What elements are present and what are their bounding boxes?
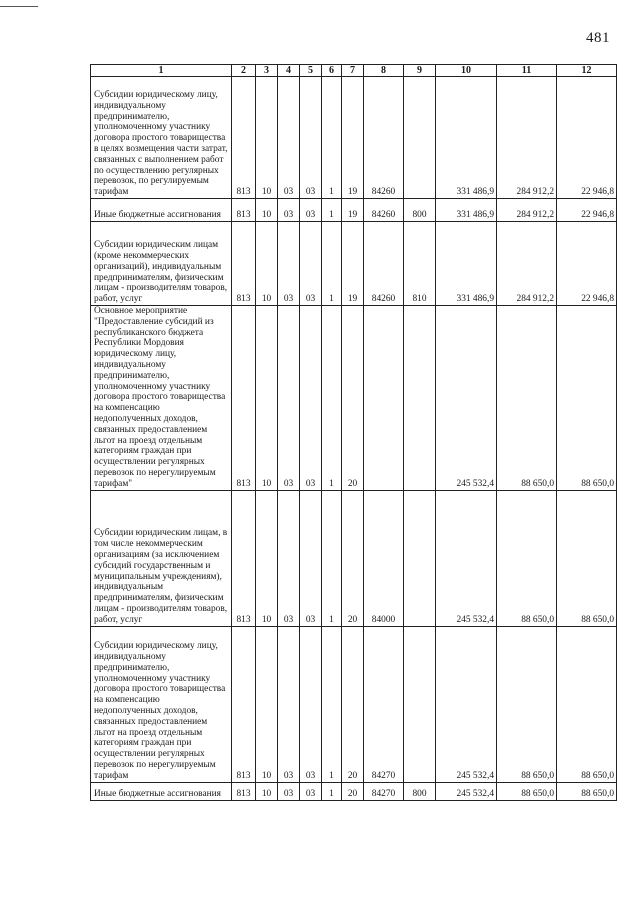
cell-col-4: 03 <box>278 306 300 491</box>
cell-col-5: 03 <box>300 782 322 800</box>
table-row <box>91 199 617 222</box>
scan-edge-mark <box>0 6 38 7</box>
cell-col-7: 20 <box>342 626 364 782</box>
budget-table <box>90 64 617 801</box>
cell-col-8: 84270 <box>364 782 404 800</box>
cell-col-12: 22 946,8 <box>557 222 617 306</box>
header-cell: 8 <box>364 65 404 77</box>
table-row <box>91 77 617 199</box>
header-cell: 1 <box>91 65 232 77</box>
cell-col-9: 800 <box>404 782 436 800</box>
cell-col-12: 88 650,0 <box>557 782 617 800</box>
cell-col-6: 1 <box>322 626 342 782</box>
cell-col-9: 800 <box>404 199 436 222</box>
cell-col-3: 10 <box>256 306 278 491</box>
cell-col-7: 20 <box>342 782 364 800</box>
cell-col-8: 84000 <box>364 490 404 626</box>
cell-col-10: 245 532,4 <box>436 626 497 782</box>
cell-col-4: 03 <box>278 222 300 306</box>
cell-col-12: 88 650,0 <box>557 306 617 491</box>
cell-col-6: 1 <box>322 222 342 306</box>
table-row <box>91 306 617 491</box>
cell-col-2: 813 <box>232 626 256 782</box>
row-name-cell: Субсидии юридическому лицу, индивидуальному предпринимателю, уполномоченному участнику договора простого товарищества в целях возмещения части затрат, связанных с выполнением работ по осуществлению регулярных перевозок, по регулируемым тарифам <box>91 77 232 199</box>
header-cell: 10 <box>436 65 497 77</box>
header-cell: 12 <box>557 65 617 77</box>
cell-col-9 <box>404 626 436 782</box>
cell-col-3: 10 <box>256 222 278 306</box>
cell-col-8: 84270 <box>364 626 404 782</box>
cell-col-3: 10 <box>256 782 278 800</box>
cell-col-2: 813 <box>232 222 256 306</box>
cell-col-9: 810 <box>404 222 436 306</box>
cell-col-6: 1 <box>322 306 342 491</box>
cell-col-8: 84260 <box>364 199 404 222</box>
cell-col-10: 245 532,4 <box>436 306 497 491</box>
header-cell: 6 <box>322 65 342 77</box>
cell-col-6: 1 <box>322 77 342 199</box>
header-cell: 9 <box>404 65 436 77</box>
cell-col-8: 84260 <box>364 77 404 199</box>
cell-col-10: 331 486,9 <box>436 77 497 199</box>
cell-col-7: 20 <box>342 490 364 626</box>
header-cell: 3 <box>256 65 278 77</box>
header-cell: 7 <box>342 65 364 77</box>
cell-col-3: 10 <box>256 490 278 626</box>
cell-col-12: 22 946,8 <box>557 77 617 199</box>
cell-col-3: 10 <box>256 199 278 222</box>
cell-col-3: 10 <box>256 77 278 199</box>
cell-col-2: 813 <box>232 77 256 199</box>
cell-col-11: 284 912,2 <box>497 222 557 306</box>
cell-col-11: 284 912,2 <box>497 199 557 222</box>
cell-col-11: 88 650,0 <box>497 782 557 800</box>
page-number: 481 <box>586 30 610 46</box>
cell-col-5: 03 <box>300 77 322 199</box>
cell-col-10: 245 532,4 <box>436 490 497 626</box>
cell-col-5: 03 <box>300 490 322 626</box>
table-row <box>91 222 617 306</box>
cell-col-5: 03 <box>300 222 322 306</box>
cell-col-2: 813 <box>232 199 256 222</box>
cell-col-12: 88 650,0 <box>557 626 617 782</box>
row-name-cell: Субсидии юридическим лицам (кроме некоммерческих организаций), индивидуальным предпринимателям, физическим лицам - производителям товаров, работ, услуг <box>91 222 232 306</box>
cell-col-7: 19 <box>342 222 364 306</box>
cell-col-11: 88 650,0 <box>497 490 557 626</box>
cell-col-11: 284 912,2 <box>497 77 557 199</box>
cell-col-11: 88 650,0 <box>497 626 557 782</box>
cell-col-4: 03 <box>278 199 300 222</box>
row-name-cell: Основное мероприятие "Предоставление субсидий из республиканского бюджета Республики Мордовия юридическому лицу, индивидуальному предпринимателю, уполномоченному участнику договора простого товарищества на компенсацию недополученных доходов, связанных предоставлением льгот на проезд отдельным категориям граждан при осуществлении регулярных перевозок по нерегулируемым тарифам" <box>91 306 232 491</box>
cell-col-11: 88 650,0 <box>497 306 557 491</box>
cell-col-5: 03 <box>300 626 322 782</box>
table-body <box>91 65 617 801</box>
row-name-cell: Иные бюджетные ассигнования <box>91 782 232 800</box>
cell-col-7: 19 <box>342 199 364 222</box>
cell-col-4: 03 <box>278 77 300 199</box>
cell-col-8 <box>364 306 404 491</box>
row-name-cell: Субсидии юридическому лицу, индивидуальному предпринимателю, уполномоченному участнику договора простого товарищества на компенсацию недополученных доходов, связанных предоставлением льгот на проезд отдельным категориям граждан при осуществлении регулярных перевозок по нерегулируемым тарифам <box>91 626 232 782</box>
header-cell: 4 <box>278 65 300 77</box>
cell-col-10: 331 486,9 <box>436 222 497 306</box>
cell-col-5: 03 <box>300 199 322 222</box>
cell-col-4: 03 <box>278 782 300 800</box>
cell-col-2: 813 <box>232 490 256 626</box>
cell-col-2: 813 <box>232 306 256 491</box>
row-name-cell: Субсидии юридическим лицам, в том числе некоммерческим организациям (за исключением субсидий государственным и муниципальным учреждениям), индивидуальным предпринимателям, физическим лицам - производителям товаров, работ, услуг <box>91 490 232 626</box>
cell-col-9 <box>404 77 436 199</box>
cell-col-9 <box>404 306 436 491</box>
header-cell: 2 <box>232 65 256 77</box>
cell-col-4: 03 <box>278 490 300 626</box>
row-name-cell: Иные бюджетные ассигнования <box>91 199 232 222</box>
cell-col-3: 10 <box>256 626 278 782</box>
table-row <box>91 782 617 800</box>
cell-col-12: 88 650,0 <box>557 490 617 626</box>
table-row <box>91 626 617 782</box>
header-row <box>91 65 617 77</box>
cell-col-10: 331 486,9 <box>436 199 497 222</box>
cell-col-9 <box>404 490 436 626</box>
cell-col-6: 1 <box>322 782 342 800</box>
cell-col-12: 22 946,8 <box>557 199 617 222</box>
cell-col-5: 03 <box>300 306 322 491</box>
cell-col-7: 19 <box>342 77 364 199</box>
header-cell: 5 <box>300 65 322 77</box>
cell-col-8: 84260 <box>364 222 404 306</box>
cell-col-7: 20 <box>342 306 364 491</box>
cell-col-6: 1 <box>322 199 342 222</box>
cell-col-6: 1 <box>322 490 342 626</box>
header-cell: 11 <box>497 65 557 77</box>
cell-col-10: 245 532,4 <box>436 782 497 800</box>
cell-col-2: 813 <box>232 782 256 800</box>
table-row <box>91 490 617 626</box>
cell-col-4: 03 <box>278 626 300 782</box>
